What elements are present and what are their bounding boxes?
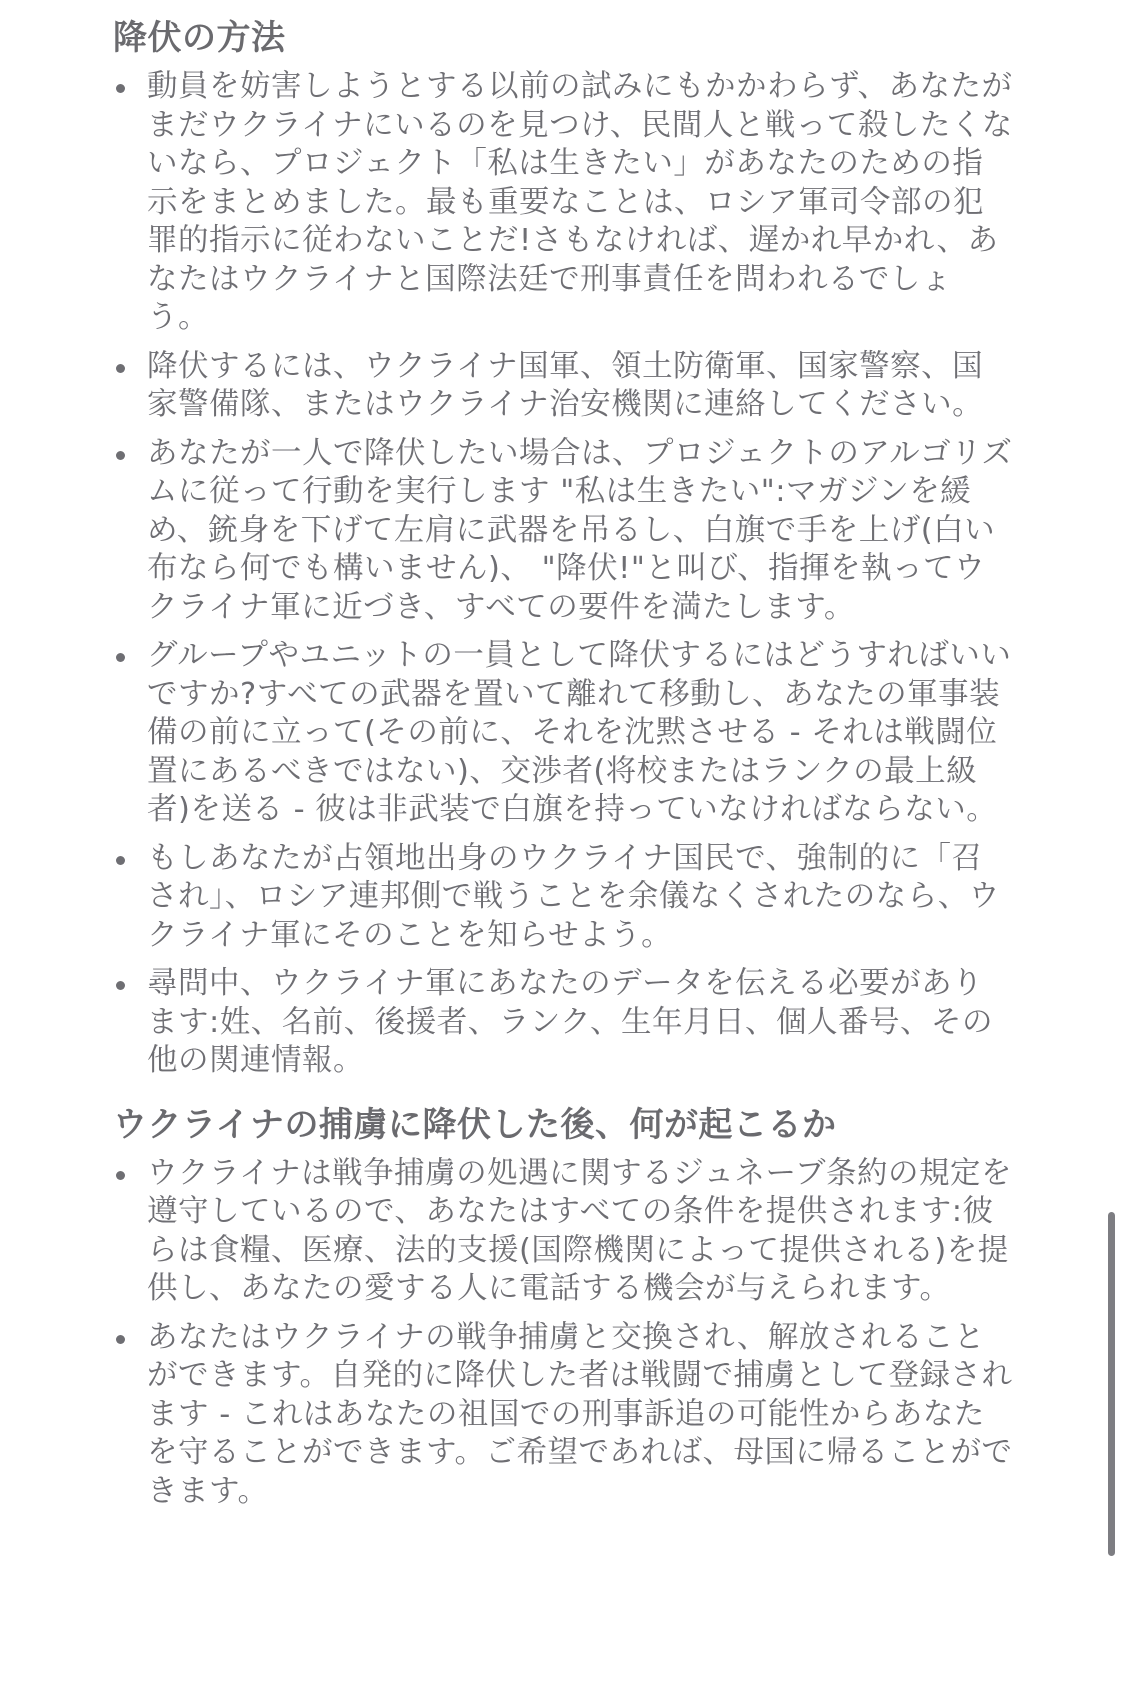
bullet-icon (116, 1335, 125, 1344)
list-item (113, 637, 1013, 830)
list-item-text: もしあなたが占領地出身のウクライナ国民で、強制的に「召され」、ロシア連邦側で戦うことを余儀なくされたのなら、ウクライナ軍にそのことを知らせよう。 (147, 840, 1000, 953)
bullet-icon (116, 653, 125, 662)
list-item (113, 435, 1013, 628)
bullet-icon (116, 451, 125, 460)
list-item (113, 840, 1013, 956)
bullet-icon (116, 981, 125, 990)
surrender-method-list (113, 68, 1013, 1081)
list-item (113, 1155, 1013, 1309)
section-heading-surrender-method: 降伏の方法 (113, 18, 286, 58)
bullet-icon (116, 856, 125, 865)
list-item-text: ウクライナは戦争捕虜の処遇に関するジュネーブ条約の規定を遵守しているので、あなたはすべての条件を提供されます:彼らは食糧、医療、法的支援(国際機関によって提供される)を提供し、あなたの愛する人に電話する機会が与えられます。 (147, 1155, 1012, 1306)
bullet-icon (116, 1171, 125, 1180)
scrollbar-thumb[interactable] (1108, 1212, 1115, 1556)
list-item-text: 尋問中、ウクライナ軍にあなたのデータを伝える必要があります:姓、名前、後援者、ランク、生年月日、個人番号、その他の関連情報。 (147, 966, 993, 1078)
list-item-text: あなたはウクライナの戦争捕虜と交換され、解放されることができます。自発的に降伏した者は戦闘で捕虜として登録されます - これはあなたの祖国での刑事訴追の可能性からあなたを守ることができます。ご希望であれば、母国に帰ることができます。 (147, 1319, 1013, 1509)
list-item-text: あなたが一人で降伏したい場合は、プロジェクトのアルゴリズムに従って行動を実行します "私は生きたい":マガジンを緩め、銃身を下げて左肩に武器を吊るし、白旗で手を上げ(白い布なら何でも構いません)、 "降伏!"と叫び、指揮を執ってウクライナ軍に近づき、すべての要件を満たします。 (147, 435, 1013, 625)
bullet-icon (116, 364, 125, 373)
list-item (113, 965, 1013, 1081)
list-item-text: 降伏するには、ウクライナ国軍、領土防衛軍、国家警察、国家警備隊、またはウクライナ治安機関に連絡してください。 (147, 348, 984, 422)
list-item (113, 348, 1013, 425)
list-item-text: 動員を妨害しようとする以前の試みにもかかわらず、あなたがまだウクライナにいるのを見つけ、民間人と戦って殺したくないなら、プロジェクト「私は生きたい」があなたのための指示をまとめました。最も重要なことは、ロシア軍司令部の犯罪的指示に従わないことだ!さもなければ、遅かれ早かれ、あなたはウクライナと国際法廷で刑事責任を問われるでしょう。 (147, 69, 1013, 335)
list-item (113, 1319, 1013, 1512)
list-item (113, 68, 1013, 338)
after-surrender-list (113, 1155, 1013, 1512)
list-item-text: グループやユニットの一員として降伏するにはどうすればいいですか?すべての武器を置いて離れて移動し、あなたの軍事装備の前に立って(その前に、それを沈黙させる - それは戦闘位置にあるべきではない)、交渉者(将校またはランクの最上級者)を送る - 彼は非武装で白旗を持っていなければならない。 (147, 638, 1012, 827)
article-content (113, 8, 1013, 1521)
bullet-icon (116, 84, 125, 93)
section-heading-after-surrender: ウクライナの捕虜に降伏した後、何が起こるか (113, 1104, 837, 1145)
